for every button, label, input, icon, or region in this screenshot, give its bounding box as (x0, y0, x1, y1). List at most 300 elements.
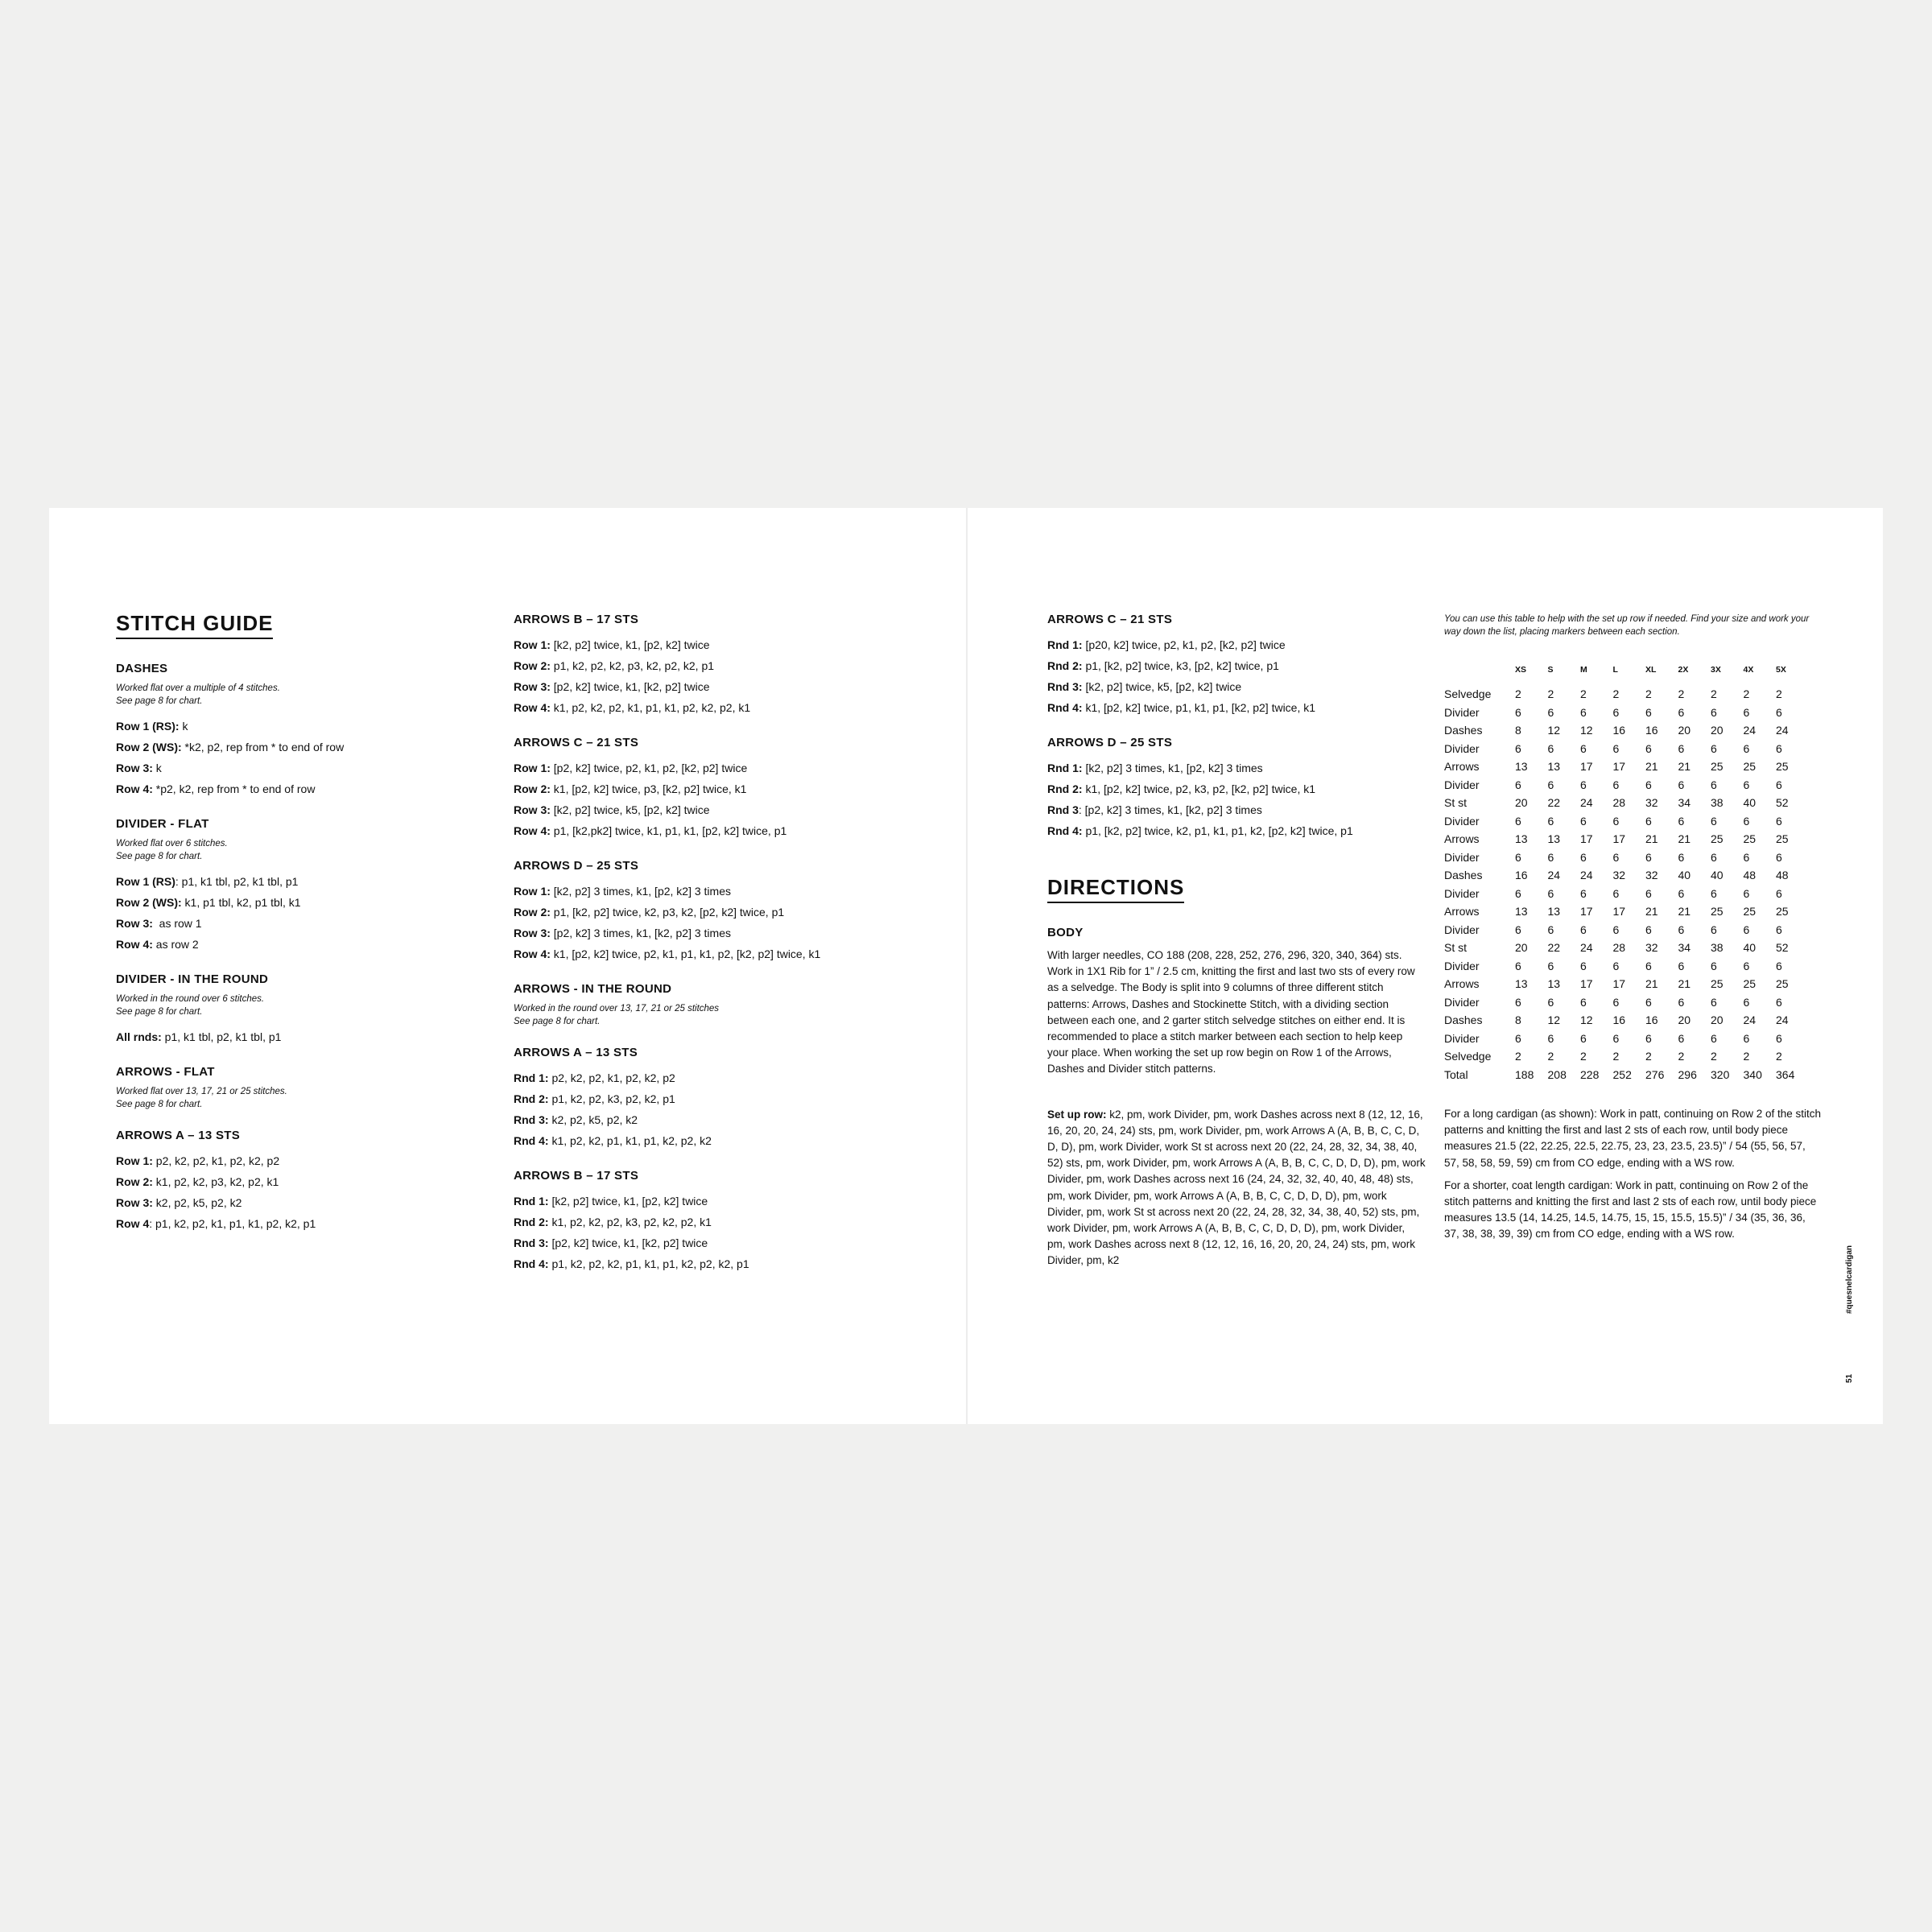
row-label: Row 3: (116, 917, 153, 930)
row-label-cell: Total (1444, 1067, 1468, 1081)
row-label-cell: St st (1444, 796, 1468, 809)
stitch-count-cell: 38 (1711, 796, 1724, 809)
stitch-count-cell: 6 (1743, 778, 1750, 791)
stitch-count-cell: 6 (1678, 995, 1685, 1009)
pattern-row (116, 758, 470, 778)
row-instructions: p1, k1 tbl, p2, k1 tbl, p1 (161, 1030, 282, 1043)
stitch-count-cell: 6 (1711, 1031, 1717, 1045)
stitch-count-cell: 25 (1743, 832, 1757, 845)
stitch-count-cell: 252 (1612, 1067, 1632, 1081)
stitch-count-cell: 6 (1547, 814, 1554, 828)
stitch-count-cell: 32 (1612, 869, 1626, 881)
row-instructions: k1, p2, k2, p2, k3, p2, k2, p2, k1 (548, 1216, 712, 1228)
stitch-count-cell: 6 (1678, 923, 1685, 936)
stitch-count-cell: 32 (1645, 869, 1658, 881)
stitch-count-cell: 22 (1547, 941, 1561, 954)
stitch-count-cell: 17 (1612, 760, 1626, 773)
pattern-row (514, 943, 868, 964)
section-title: ARROWS C – 21 STS (514, 736, 639, 749)
stitch-count-cell: 13 (1547, 977, 1561, 990)
stitch-count-cell: 6 (1711, 741, 1717, 755)
stitch-count-cell: 34 (1678, 941, 1691, 954)
row-instructions: [k2, p2] twice, k5, [p2, k2] twice (550, 803, 710, 816)
row-label: Row 2: (514, 782, 551, 795)
stitch-count-cell: 8 (1515, 1013, 1521, 1026)
stitch-count-cell: 13 (1515, 760, 1528, 773)
pattern-row (1047, 655, 1426, 676)
row-instructions: [p20, k2] twice, p2, k1, p2, [k2, p2] twice (1082, 638, 1286, 651)
stitch-count-cell: 6 (1743, 923, 1750, 936)
table-row (1444, 721, 1809, 740)
row-instructions: [p2, k2] twice, k1, [k2, p2] twice (550, 680, 710, 693)
stitch-count-cell: 25 (1711, 760, 1724, 773)
pattern-row (116, 871, 470, 892)
stitch-count-cell: 40 (1678, 869, 1691, 881)
row-instructions: *k2, p2, rep from * to end of row (181, 741, 345, 753)
stitch-count-cell: 2 (1612, 1050, 1620, 1063)
pattern-row (514, 655, 868, 676)
stitch-count-cell: 52 (1776, 941, 1789, 954)
row-label: Row 2 (WS): (116, 741, 182, 753)
stitch-section (1047, 736, 1426, 841)
row-label: Rnd 2: (514, 1092, 549, 1105)
row-label-cell: Divider (1444, 814, 1480, 828)
table-row (1444, 1066, 1809, 1084)
row-label: Row 3: (514, 803, 551, 816)
stitch-count-cell: 24 (1580, 796, 1593, 809)
stitch-count-cell: 21 (1678, 977, 1691, 990)
setup-row-label: Set up row: (1047, 1108, 1107, 1121)
row-instructions: p1, [k2, p2] twice, k2, p1, k1, p1, k2, [p2, k2] twice, p1 (1082, 824, 1353, 837)
stitch-guide-column-2 (514, 613, 868, 1292)
row-instructions: k1, [p2, k2] twice, p1, k1, p1, [k2, p2] twice, k1 (1082, 701, 1316, 714)
row-label-cell: Selvedge (1444, 687, 1492, 700)
stitch-count-cell: 17 (1580, 977, 1593, 990)
stitch-count-cell: 2 (1580, 1050, 1587, 1063)
stitch-count-cell: 6 (1515, 995, 1521, 1009)
stitch-count-cell: 13 (1547, 905, 1561, 918)
stitch-count-cell: 6 (1776, 778, 1782, 791)
stitch-count-cell: 25 (1711, 977, 1724, 990)
table-row (1444, 740, 1809, 758)
section-title: DIVIDER - FLAT (116, 817, 209, 831)
stitch-count-cell: 6 (1711, 959, 1717, 972)
stitch-count-cell: 6 (1612, 705, 1620, 719)
stitch-count-cell: 2 (1711, 687, 1717, 700)
stitch-count-cell: 6 (1743, 886, 1750, 900)
pattern-row (1047, 799, 1426, 820)
row-instructions: k1, p2, k2, p3, k2, p2, k1 (152, 1175, 279, 1188)
row-label: Row 2: (514, 659, 551, 672)
stitch-section (116, 972, 470, 1047)
stitch-section (116, 662, 470, 799)
stitch-count-cell: 6 (1612, 814, 1620, 828)
stitch-count-cell: 25 (1776, 977, 1789, 990)
size-header: S (1547, 665, 1554, 675)
stitch-count-cell: 6 (1547, 995, 1554, 1009)
row-label: Row 1: (116, 1154, 153, 1167)
row-label: Rnd 3: (1047, 680, 1083, 693)
stitch-count-cell: 6 (1580, 741, 1587, 755)
stitch-count-cell: 24 (1776, 1013, 1789, 1026)
row-label-cell: Divider (1444, 923, 1480, 936)
stitch-count-cell: 17 (1612, 905, 1626, 918)
stitch-count-cell: 6 (1776, 1031, 1782, 1045)
pattern-row (514, 820, 868, 841)
stitch-count-cell: 2 (1776, 1050, 1782, 1063)
pattern-row (514, 778, 868, 799)
stitch-count-cell: 40 (1743, 941, 1757, 954)
pattern-row (514, 799, 868, 820)
stitch-count-cell: 6 (1776, 959, 1782, 972)
stitch-count-cell: 24 (1776, 724, 1789, 737)
row-instructions: p1, k2, p2, k3, p2, k2, p1 (548, 1092, 675, 1105)
table-row (1444, 902, 1809, 921)
pattern-row (116, 913, 470, 934)
table-row (1444, 794, 1809, 812)
row-label: Row 4: (116, 938, 153, 951)
stitch-count-cell: 25 (1743, 760, 1757, 773)
stitch-count-cell: 6 (1678, 778, 1685, 791)
stitch-count-cell: 25 (1776, 905, 1789, 918)
section-title: ARROWS A – 13 STS (116, 1129, 241, 1142)
row-label: Rnd 2: (1047, 782, 1083, 795)
stitch-count-cell: 228 (1580, 1067, 1600, 1081)
stitch-count-cell: 13 (1547, 760, 1561, 773)
row-instructions: p1, k2, p2, k2, p1, k1, p1, k2, p2, k2, p1 (548, 1257, 749, 1270)
stitch-count-cell: 6 (1743, 959, 1750, 972)
table-row (1444, 957, 1809, 976)
stitch-count-cell: 24 (1743, 724, 1757, 737)
stitch-section (514, 982, 868, 1028)
section-note: Worked flat over 6 stitches. See page 8 for chart. (116, 839, 228, 861)
row-instructions: as row 1 (152, 917, 202, 930)
row-instructions: [p2, k2] 3 times, k1, [k2, p2] 3 times (550, 927, 731, 939)
stitch-count-cell: 38 (1711, 941, 1724, 954)
stitch-count-cell: 24 (1547, 869, 1561, 881)
row-label: Row 1 (RS): (116, 720, 180, 733)
stitch-guide-sections-2 (514, 613, 868, 1274)
stitch-count-cell: 340 (1743, 1067, 1762, 1081)
stitch-count-cell: 6 (1580, 886, 1587, 900)
size-table-header (1444, 664, 1809, 685)
setup-row-text: k2, pm, work Divider, pm, work Dashes across next 8 (12, 12, 16, 16, 20, 20, 24, 24) sts, pm, work Divider, pm, work Arrows A (A, B, B, C, C, D, D, D), pm, work Divider, work St st across next 20 (22, 24, 28, 32, 34, 38, 40, 52) sts, pm, work Divider, pm, work Arrows A (A, B, B, C, C, D, D, D), pm, work Divider, pm, work Dashes across next 16 (24, 24, 32, 32, 40, 40, 48, 48) sts, pm, work Divider, pm, work Arrows A (A, B, B, C, C, D, D, D), pm, work Divider, pm, work St st across next 20 (22, 24, 28, 32, 34, 38, 40, 52) sts, pm, work Divider, pm, work Arrows A (A, B, B, C, C, D, D, D), pm, work Divider, pm, work Dashes across next 8 (12, 12, 16, 16, 20, 20, 24, 24) sts, pm, work Divider, pm, k2 (1047, 1108, 1426, 1267)
row-label: Row 4: (514, 824, 551, 837)
pattern-row (514, 1067, 868, 1088)
table-row (1444, 830, 1809, 848)
stitch-count-cell: 20 (1678, 724, 1691, 737)
stitch-count-cell: 25 (1743, 977, 1757, 990)
stitch-count-cell: 6 (1547, 705, 1554, 719)
stitch-count-cell: 6 (1515, 923, 1521, 936)
stitch-count-cell: 6 (1547, 886, 1554, 900)
row-instructions: [p2, k2] twice, p2, k1, p2, [k2, p2] twice (550, 762, 748, 774)
stitch-count-cell: 17 (1612, 832, 1626, 845)
row-label-cell: St st (1444, 941, 1468, 954)
stitch-count-cell: 6 (1678, 850, 1685, 864)
section-title: ARROWS - IN THE ROUND (514, 982, 672, 996)
table-row (1444, 758, 1809, 776)
size-table (1444, 664, 1809, 1084)
stitch-count-cell: 13 (1515, 977, 1528, 990)
stitch-count-cell: 13 (1515, 832, 1528, 845)
row-label: Row 2 (WS): (116, 896, 182, 909)
row-instructions: [k2, p2] twice, k1, [p2, k2] twice (548, 1195, 708, 1208)
stitch-count-cell: 6 (1580, 778, 1587, 791)
stitch-count-cell: 16 (1515, 869, 1528, 881)
stitch-count-cell: 296 (1678, 1067, 1697, 1081)
pattern-row (514, 1191, 868, 1212)
stitch-count-cell: 24 (1743, 1013, 1757, 1026)
stitch-count-cell: 6 (1645, 741, 1652, 755)
row-label-cell: Arrows (1444, 977, 1480, 990)
stitch-count-cell: 6 (1678, 741, 1685, 755)
page-fold (966, 508, 968, 1424)
row-instructions: : p1, k2, p2, k1, p1, k1, p2, k2, p1 (149, 1217, 316, 1230)
directions-column (1047, 613, 1426, 1269)
stitch-count-cell: 6 (1776, 850, 1782, 864)
stitch-count-cell: 2 (1515, 1050, 1521, 1063)
stitch-count-cell: 2 (1547, 687, 1554, 700)
row-label-cell: Divider (1444, 1031, 1480, 1045)
section-title: ARROWS A – 13 STS (514, 1046, 638, 1059)
stitch-count-cell: 32 (1645, 941, 1658, 954)
section-title: ARROWS - FLAT (116, 1065, 215, 1079)
size-header: 5X (1776, 665, 1786, 675)
stitch-count-cell: 17 (1580, 832, 1593, 845)
stitch-count-cell: 6 (1743, 814, 1750, 828)
row-label-cell: Selvedge (1444, 1050, 1492, 1063)
row-label: Row 4: (116, 782, 153, 795)
stitch-count-cell: 6 (1515, 886, 1521, 900)
section-note: Worked in the round over 13, 17, 21 or 25 stitches See page 8 for chart. (514, 1004, 720, 1026)
pattern-row (514, 1212, 868, 1232)
section-title: ARROWS D – 25 STS (514, 859, 639, 873)
stitch-guide-sections-3 (1047, 613, 1426, 841)
stitch-count-cell: 17 (1580, 760, 1593, 773)
stitch-count-cell: 20 (1678, 1013, 1691, 1026)
row-label-cell: Divider (1444, 959, 1480, 972)
row-label-cell: Divider (1444, 705, 1480, 719)
pattern-row (116, 1171, 470, 1192)
row-instructions: k1, p2, k2, p1, k1, p1, k2, p2, k2 (548, 1134, 712, 1147)
stitch-count-cell: 6 (1612, 995, 1620, 1009)
row-instructions: [k2, p2] twice, k5, [p2, k2] twice (1082, 680, 1242, 693)
table-row (1444, 1011, 1809, 1030)
row-label-cell: Divider (1444, 886, 1480, 900)
stitch-count-cell: 6 (1645, 1031, 1652, 1045)
stitch-count-cell: 6 (1612, 886, 1620, 900)
stitch-count-cell: 48 (1776, 869, 1789, 881)
stitch-count-cell: 21 (1645, 760, 1658, 773)
stitch-count-cell: 6 (1515, 814, 1521, 828)
row-label-cell: Divider (1444, 778, 1480, 791)
pattern-row (1047, 676, 1426, 697)
stitch-count-cell: 6 (1776, 741, 1782, 755)
pattern-row (1047, 778, 1426, 799)
row-label: Rnd 2: (1047, 659, 1083, 672)
stitch-count-cell: 2 (1580, 687, 1587, 700)
pattern-row (116, 716, 470, 737)
row-instructions: k1, [p2, k2] twice, p2, k1, p1, k1, p2, [k2, p2] twice, k1 (550, 947, 821, 960)
stitch-count-cell: 320 (1711, 1067, 1730, 1081)
stitch-count-cell: 21 (1645, 977, 1658, 990)
book-spread (49, 508, 1883, 1424)
row-instructions: k1, [p2, k2] twice, p3, [k2, p2] twice, k1 (550, 782, 747, 795)
stitch-count-cell: 6 (1547, 778, 1554, 791)
section-title: DASHES (116, 662, 168, 675)
stitch-count-cell: 6 (1678, 959, 1685, 972)
stitch-count-cell: 6 (1711, 923, 1717, 936)
row-instructions: k2, p2, k5, p2, k2 (548, 1113, 638, 1126)
table-intro: You can use this table to help with the set up row if needed. Find your size and work your way down the list, placing markers between each section. (1444, 614, 1810, 637)
stitch-count-cell: 6 (1645, 995, 1652, 1009)
pattern-row (116, 1026, 470, 1047)
row-label: Row 3: (116, 762, 153, 774)
stitch-count-cell: 21 (1678, 905, 1691, 918)
row-label-cell: Divider (1444, 995, 1480, 1009)
stitch-count-cell: 24 (1580, 869, 1593, 881)
stitch-count-cell: 6 (1515, 741, 1521, 755)
row-label: Rnd 3 (1047, 803, 1079, 816)
row-label: Row 3: (514, 927, 551, 939)
stitch-count-cell: 2 (1678, 687, 1685, 700)
row-instructions: k1, p2, k2, p2, k1, p1, k1, p2, k2, p2, k1 (550, 701, 751, 714)
table-column (1444, 613, 1823, 1243)
stitch-count-cell: 6 (1645, 923, 1652, 936)
stitch-count-cell: 6 (1711, 778, 1717, 791)
table-row (1444, 993, 1809, 1012)
stitch-count-cell: 40 (1711, 869, 1724, 881)
size-header: 3X (1711, 665, 1721, 675)
pattern-row (116, 778, 470, 799)
row-label: Rnd 3: (514, 1236, 549, 1249)
stitch-count-cell: 6 (1612, 1031, 1620, 1045)
table-row (1444, 975, 1809, 993)
pattern-row (1047, 697, 1426, 718)
stitch-count-cell: 6 (1678, 705, 1685, 719)
row-instructions: : p1, k1 tbl, p2, k1 tbl, p1 (175, 875, 299, 888)
row-label: Row 2: (514, 906, 551, 919)
stitch-count-cell: 6 (1711, 995, 1717, 1009)
row-instructions: k1, [p2, k2] twice, p2, k3, p2, [k2, p2] twice, k1 (1082, 782, 1316, 795)
row-label-cell: Arrows (1444, 760, 1480, 773)
hashtag: #quesnelcardigan (1845, 1245, 1854, 1314)
row-instructions: as row 2 (152, 938, 199, 951)
row-instructions: [p2, k2] twice, k1, [k2, p2] twice (548, 1236, 708, 1249)
stitch-count-cell: 6 (1547, 959, 1554, 972)
stitch-count-cell: 6 (1580, 705, 1587, 719)
row-label: Rnd 1: (514, 1195, 549, 1208)
page-number: 51 (1845, 1373, 1854, 1383)
row-label: Rnd 2: (514, 1216, 549, 1228)
stitch-count-cell: 6 (1743, 741, 1750, 755)
size-header: 4X (1743, 665, 1754, 675)
table-row (1444, 812, 1809, 831)
stitch-section (514, 613, 868, 718)
row-label-cell: Divider (1444, 850, 1480, 864)
stitch-count-cell: 25 (1776, 760, 1789, 773)
row-label: Rnd 1: (1047, 762, 1083, 774)
stitch-count-cell: 6 (1645, 705, 1652, 719)
section-title: ARROWS B – 17 STS (514, 1169, 639, 1183)
stitch-count-cell: 2 (1743, 687, 1750, 700)
stitch-count-cell: 28 (1612, 796, 1626, 809)
stitch-count-cell: 276 (1645, 1067, 1665, 1081)
stitch-guide-column-1 (116, 611, 470, 1252)
stitch-count-cell: 6 (1612, 959, 1620, 972)
row-instructions: k (179, 720, 188, 733)
size-header: L (1612, 665, 1618, 675)
stitch-count-cell: 20 (1515, 941, 1528, 954)
stitch-count-cell: 6 (1515, 1031, 1521, 1045)
stitch-count-cell: 6 (1743, 705, 1750, 719)
stitch-count-cell: 6 (1547, 923, 1554, 936)
row-label: Rnd 3: (514, 1113, 549, 1126)
stitch-count-cell: 6 (1711, 886, 1717, 900)
stitch-count-cell: 364 (1776, 1067, 1795, 1081)
stitch-count-cell: 12 (1580, 1013, 1593, 1026)
table-row (1444, 1030, 1809, 1048)
row-label-cell: Dashes (1444, 724, 1483, 737)
pattern-row (514, 1088, 868, 1109)
stitch-count-cell: 17 (1580, 905, 1593, 918)
stitch-count-cell: 20 (1711, 1013, 1724, 1026)
stitch-count-cell: 6 (1776, 995, 1782, 1009)
row-label: Row 1: (514, 762, 551, 774)
pattern-row (514, 1130, 868, 1151)
short-cardigan-paragraph: For a shorter, coat length cardigan: Work in patt, continuing on Row 2 of the stitch patterns and knitting the first and last 2 sts of each row, until body piece measures 13.5 (14, 14.25, 14.5, 14.75, 15, 15, 15.5, 15.5)” / 34 (35, 36, 36, 37, 38, 38, 39, 39) cm from CO edge, ending with a WS row. (1444, 1179, 1817, 1241)
stitch-count-cell: 6 (1612, 741, 1620, 755)
stitch-count-cell: 6 (1580, 814, 1587, 828)
row-instructions: [k2, p2] 3 times, k1, [p2, k2] 3 times (550, 885, 731, 898)
row-label: Row 1: (514, 885, 551, 898)
stitch-count-cell: 16 (1645, 1013, 1658, 1026)
pattern-row (116, 934, 470, 955)
pattern-row (116, 1192, 470, 1213)
row-instructions: : [p2, k2] 3 times, k1, [k2, p2] 3 times (1078, 803, 1262, 816)
section-title: ARROWS D – 25 STS (1047, 736, 1173, 749)
pattern-row (514, 634, 868, 655)
row-label: Row 3: (116, 1196, 153, 1209)
stitch-section (116, 817, 470, 955)
row-instructions: p1, [k2, p2] twice, k2, p3, k2, [p2, k2] twice, p1 (550, 906, 785, 919)
row-label: Rnd 4: (514, 1257, 549, 1270)
stitch-count-cell: 8 (1515, 724, 1521, 737)
stitch-count-cell: 2 (1711, 1050, 1717, 1063)
stitch-count-cell: 12 (1580, 724, 1593, 737)
pattern-row (514, 697, 868, 718)
long-cardigan-paragraph: For a long cardigan (as shown): Work in patt, continuing on Row 2 of the stitch patterns and knitting the first and last 2 sts of each row, until body piece measures 21.5 (22, 22.25, 22.5, 22.75, 23, 23, 23.5, 23.5)” / 54 (55, 56, 57, 57, 58, 58, 59, 59) cm from CO edge, ending with a WS row. (1444, 1108, 1821, 1169)
stitch-count-cell: 6 (1776, 886, 1782, 900)
stitch-count-cell: 6 (1515, 959, 1521, 972)
stitch-count-cell: 6 (1580, 1031, 1587, 1045)
stitch-count-cell: 16 (1612, 1013, 1626, 1026)
section-note: Worked flat over a multiple of 4 stitches. See page 8 for chart. (116, 683, 280, 706)
stitch-count-cell: 6 (1612, 778, 1620, 791)
section-title: DIVIDER - IN THE ROUND (116, 972, 269, 986)
stitch-section (514, 1169, 868, 1274)
pattern-row (514, 1109, 868, 1130)
stitch-count-cell: 6 (1547, 850, 1554, 864)
pattern-row (514, 758, 868, 778)
table-row (1444, 1047, 1809, 1066)
stitch-count-cell: 40 (1743, 796, 1757, 809)
stitch-count-cell: 6 (1580, 959, 1587, 972)
stitch-count-cell: 6 (1776, 705, 1782, 719)
stitch-count-cell: 6 (1645, 814, 1652, 828)
section-title: ARROWS B – 17 STS (514, 613, 639, 626)
